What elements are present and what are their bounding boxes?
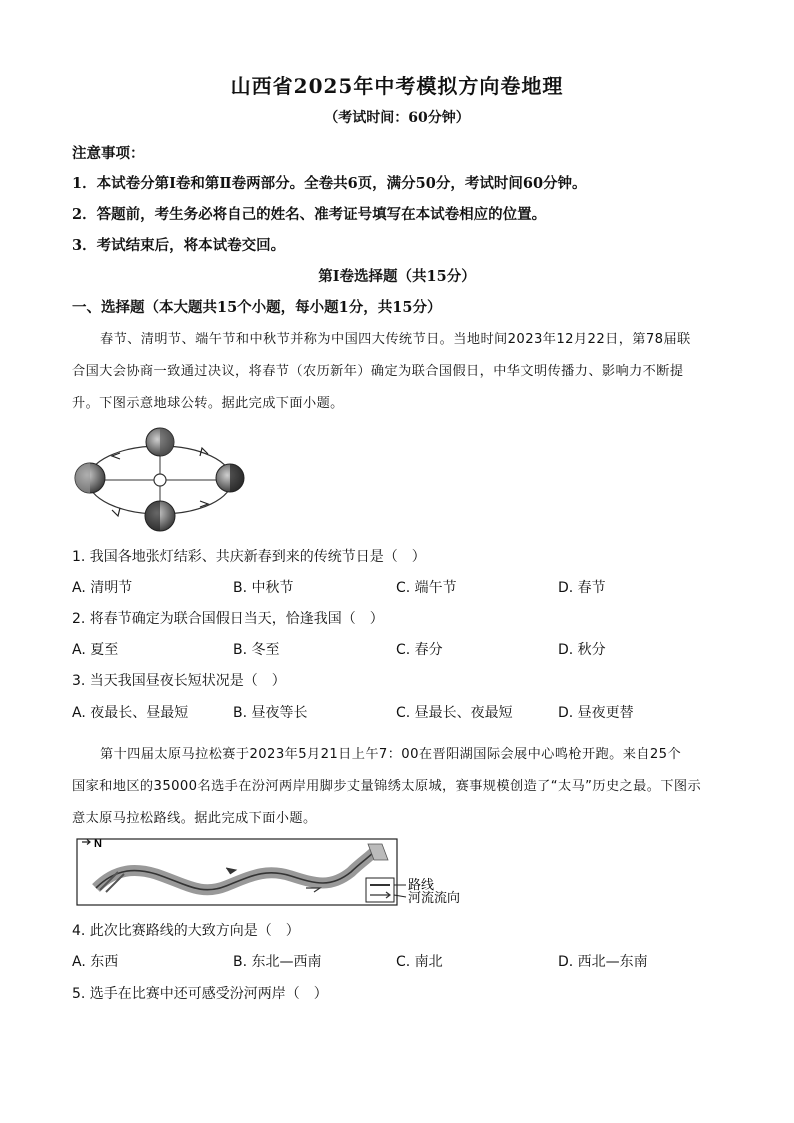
question-option[interactable]: C. 昼最长、夜最短 — [396, 705, 513, 721]
page-title: 山西省2025年中考模拟方向卷地理 — [230, 74, 564, 98]
question-option[interactable]: A. 清明节 — [72, 580, 133, 596]
sun-icon — [154, 474, 166, 486]
question-stem: 2. 将春节确定为联合国假日当天，恰逢我国（ ） — [72, 611, 384, 627]
question-option[interactable]: A. 东西 — [72, 954, 119, 970]
passage-line: 升。下图示意地球公转。据此完成下面小题。 — [72, 396, 344, 411]
section-title: 第Ⅰ卷选择题（共15分） — [318, 268, 476, 285]
question-option[interactable]: D. 春节 — [558, 580, 606, 596]
question-option[interactable]: B. 昼夜等长 — [233, 705, 308, 721]
question-option[interactable]: A. 夏至 — [72, 642, 119, 658]
part-title: 一、选择题（本大题共15个小题，每小题1分，共15分） — [72, 299, 442, 316]
question-option[interactable]: C. 南北 — [396, 954, 443, 970]
passage-line: 国家和地区的35000名选手在汾河两岸用脚步丈量锦绣太原城，赛事规模创造了“太马”历史之最。下图示 — [72, 779, 702, 794]
question-option[interactable]: D. 西北—东南 — [558, 954, 648, 970]
question-option[interactable]: B. 冬至 — [233, 642, 280, 658]
question-option[interactable]: D. 秋分 — [558, 642, 606, 658]
question-option[interactable]: C. 端午节 — [396, 580, 457, 596]
question-option[interactable]: B. 东北—西南 — [233, 954, 322, 970]
question-stem: 4. 此次比赛路线的大致方向是（ ） — [72, 923, 300, 939]
exam-duration: （考试时间：60分钟） — [324, 110, 470, 126]
notice-item: 1．本试卷分第Ⅰ卷和第Ⅱ卷两部分。全卷共6页，满分50分，考试时间60分钟。 — [72, 175, 587, 192]
legend-route-label: 路线 — [408, 878, 435, 893]
passage-line: 合国大会协商一致通过决议，将春节（农历新年）确定为联合国假日，中华文明传播力、影响力不断提 — [72, 364, 684, 379]
question-stem: 3. 当天我国昼夜长短状况是（ ） — [72, 673, 286, 689]
notice-heading: 注意事项： — [72, 145, 145, 162]
orbit-arrow-icon — [200, 448, 208, 456]
earth-revolution-figure — [72, 422, 252, 534]
question-option[interactable]: A. 夜最长、昼最短 — [72, 705, 189, 721]
question-option[interactable]: C. 春分 — [396, 642, 443, 658]
question-option[interactable]: D. 昼夜更替 — [558, 705, 634, 721]
passage-line: 意太原马拉松路线。据此完成下面小题。 — [72, 811, 317, 826]
notice-item: 3．考试结束后，将本试卷交回。 — [72, 237, 286, 254]
legend-flow-label: 河流流向 — [408, 891, 461, 906]
question-option[interactable]: B. 中秋节 — [233, 580, 294, 596]
passage-line: 春节、清明节、端午节和中秋节并称为中国四大传统节日。当地时间2023年12月22日，第78届联 — [100, 332, 691, 347]
north-label: N — [94, 838, 102, 850]
passage-line: 第十四届太原马拉松赛于2023年5月21日上午7：00在晋阳湖国际会展中心鸣枪开跑。来自25个 — [100, 747, 682, 762]
orbit-arrow-icon — [112, 508, 120, 516]
marathon-route-map — [76, 838, 478, 910]
question-stem: 1. 我国各地张灯结彩、共庆新春到来的传统节日是（ ） — [72, 549, 426, 565]
question-stem: 5. 选手在比赛中还可感受汾河两岸（ ） — [72, 986, 328, 1002]
notice-item: 2．答题前，考生务必将自己的姓名、准考证号填写在本试卷相应的位置。 — [72, 206, 547, 223]
